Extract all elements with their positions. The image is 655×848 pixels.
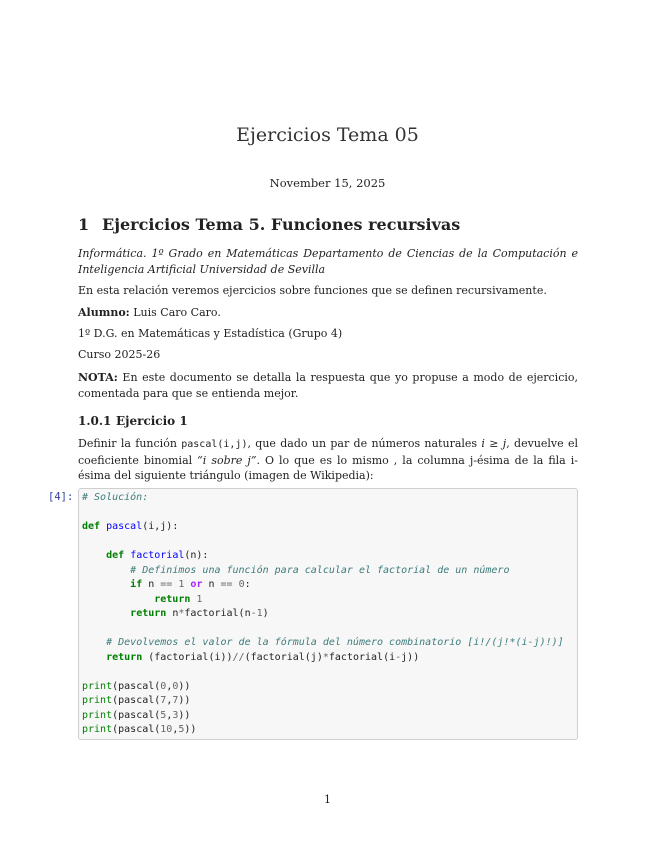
section-heading [78,215,460,234]
cell-prompt: [4]: [48,491,74,503]
affiliation-text: Informática. 1º Grado en Matemáticas Departamento de Ciencias de la Computación e Inteligencia Artificial Universidad de Sevilla [78,247,578,276]
exercise-text-4: . O lo que es lo mismo , la columna j-ésima de la fila i-ésima del siguiente triángulo (imagen de Wikipedia): [78,453,578,482]
document-date: November 15, 2025 [269,176,386,190]
student-label: Alumno: [78,306,130,319]
exercise-code: pascal(i,j) [181,439,248,450]
exercise-text-3: , devuelve el coeficiente binomial [78,437,579,467]
note-text: En este documento se detalla la respuesta que yo propuse a modo de ejercicio, comentada para que se entienda mejor. [78,371,578,400]
subsection-number: 1.0.1 [78,414,112,428]
page-number: 1 [324,793,331,806]
subsection-title: Ejercicio 1 [116,414,188,428]
code-cell[interactable] [78,488,578,740]
section-number: 1 [78,215,90,234]
section-title: Ejercicios Tema 5. Funciones recursivas [102,215,461,234]
exercise-text-2: , que dado un par de números naturales [247,437,482,450]
student-line [78,305,578,321]
intro-paragraph: En esta relación veremos ejercicios sobre funciones que se definen recursivamente. [78,284,547,297]
exercise-quote: “i sobre j” [197,453,257,467]
note-paragraph [78,370,578,401]
exercise-text-1: Definir la función [78,437,182,450]
note-label: NOTA: [78,371,118,384]
subsection-heading [78,414,188,428]
course-line: Curso 2025-26 [78,348,161,361]
code-content: # Solución: def pascal(i,j): def factorial(n): # Definimos una función para calcular el factorial de un número if n == 1 or n == 0: return 1 return n*factorial(n-1) # Devolvemos el valor de la fórmula del número combinatorio [i!/(j!*(i-j)!)] return (factorial(i))//(factorial(j)*factorial(i-j)) print(pascal(0,0)) print(pascal(7,7)) print(pascal(5,3)) print(pascal(10,5)) [82,492,564,735]
group-line: 1º D.G. en Matemáticas y Estadística (Grupo 4) [78,327,343,340]
student-name: Luis Caro Caro. [133,306,221,319]
exercise-paragraph [78,436,578,484]
exercise-math: i ≥ j [481,437,507,450]
document-title: Ejercicios Tema 05 [236,124,419,146]
